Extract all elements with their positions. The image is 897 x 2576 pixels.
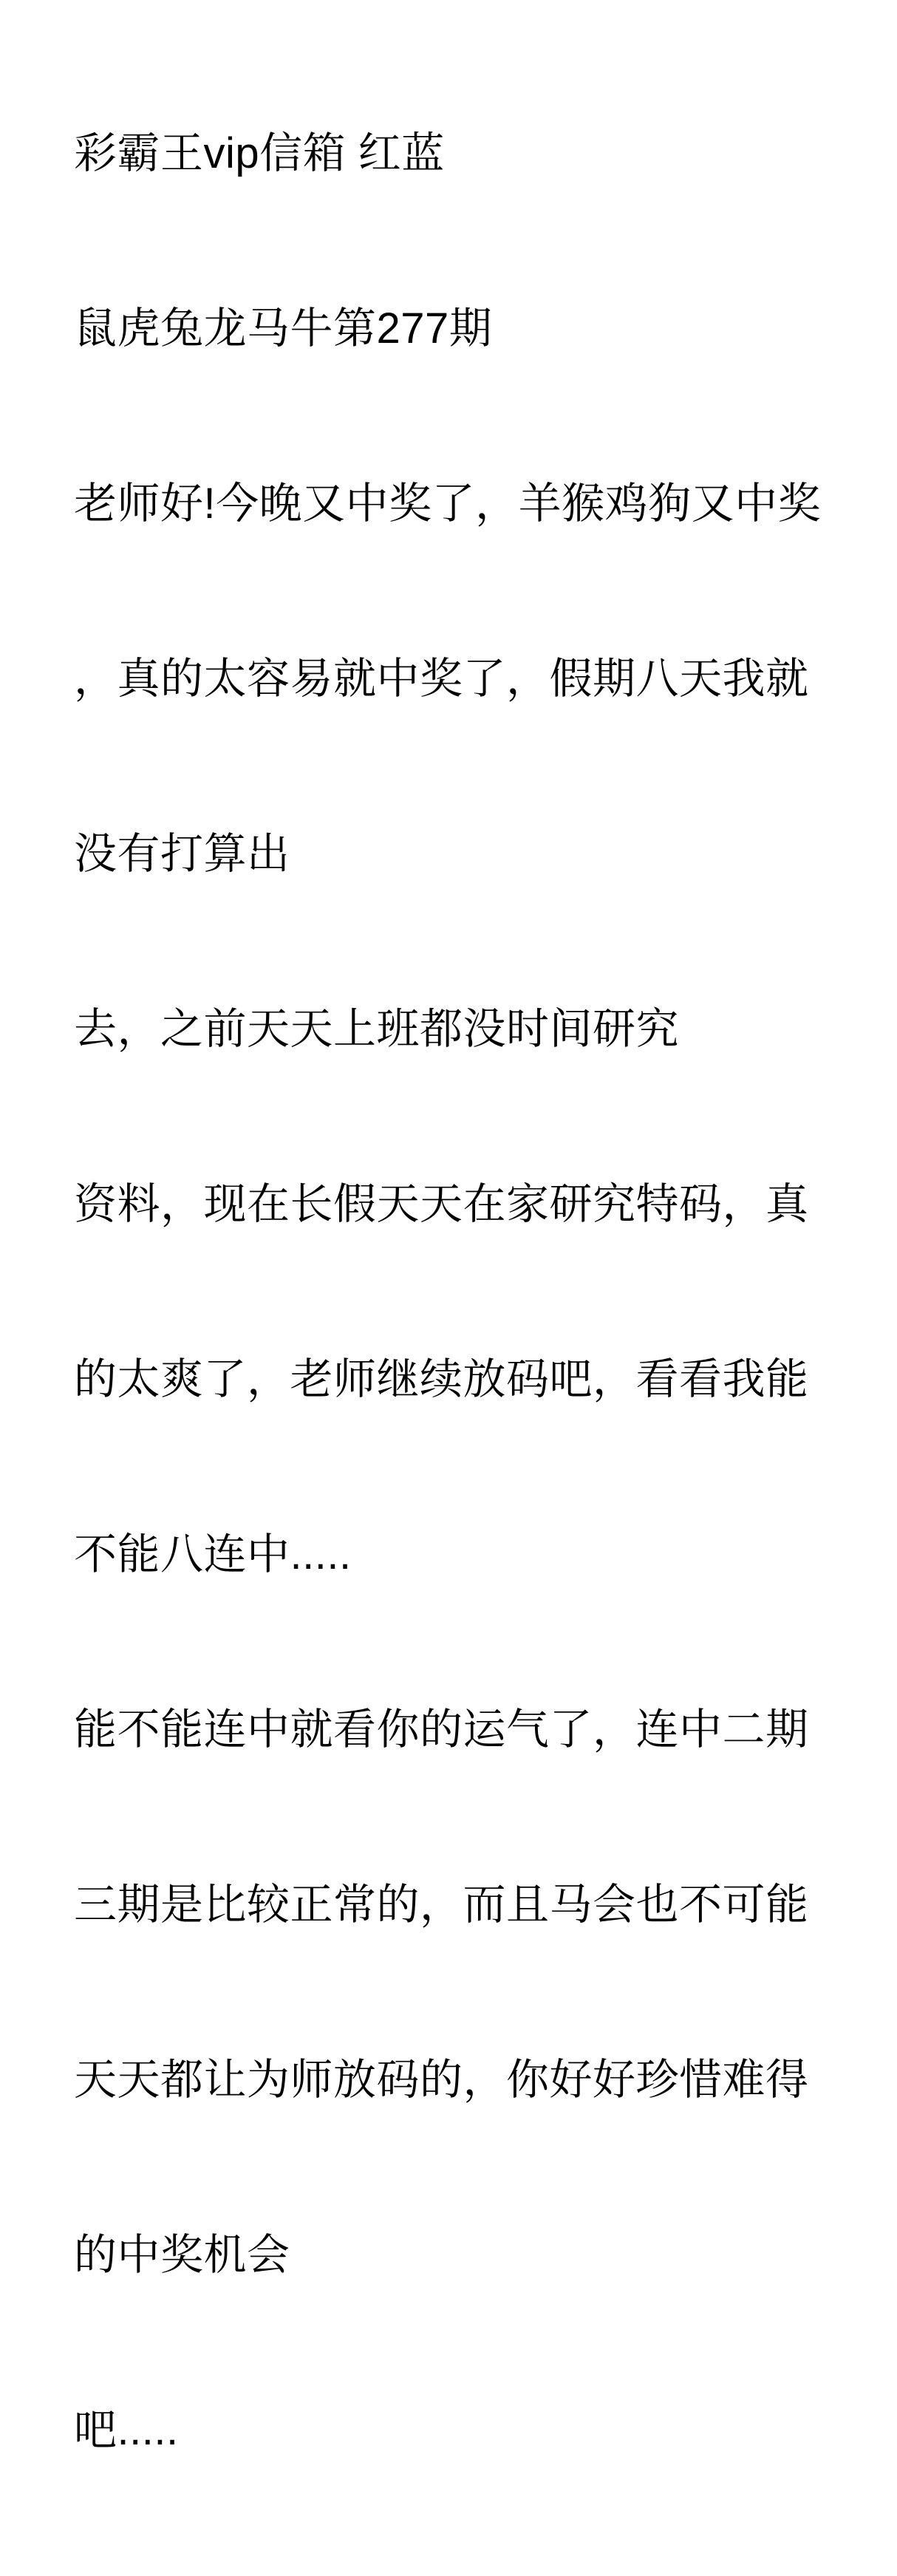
text-line: 吧.....: [74, 2406, 179, 2454]
text-line: 老师好!今晚又中奖了，羊猴鸡狗又中奖: [74, 480, 822, 528]
message-issue-line: 鼠虎兔龙马牛第277期: [74, 304, 493, 352]
message-text-block: [74, 7, 887, 2576]
text-line: 天天都让为师放码的，你好好珍惜难得: [74, 2056, 809, 2104]
text-line: 的中奖机会: [74, 2231, 290, 2279]
text-line: 资料，现在长假天天在家研究特码，真: [74, 1180, 809, 1228]
message-title-line: 彩霸王vip信箱 红蓝: [74, 129, 445, 177]
text-line: 不能八连中.....: [74, 1530, 352, 1578]
text-line: 能不能连中就看你的运气了，连中二期: [74, 1706, 809, 1754]
text-line: 的太爽了，老师继续放码吧，看看我能: [74, 1355, 809, 1403]
text-line: 三期是比较正常的，而且马会也不可能: [74, 1881, 809, 1929]
text-line: 去，之前天天上班都没时间研究: [74, 1005, 680, 1053]
text-line: 没有打算出: [74, 830, 290, 878]
text-line: ，真的太容易就中奖了，假期八天我就: [74, 655, 809, 703]
